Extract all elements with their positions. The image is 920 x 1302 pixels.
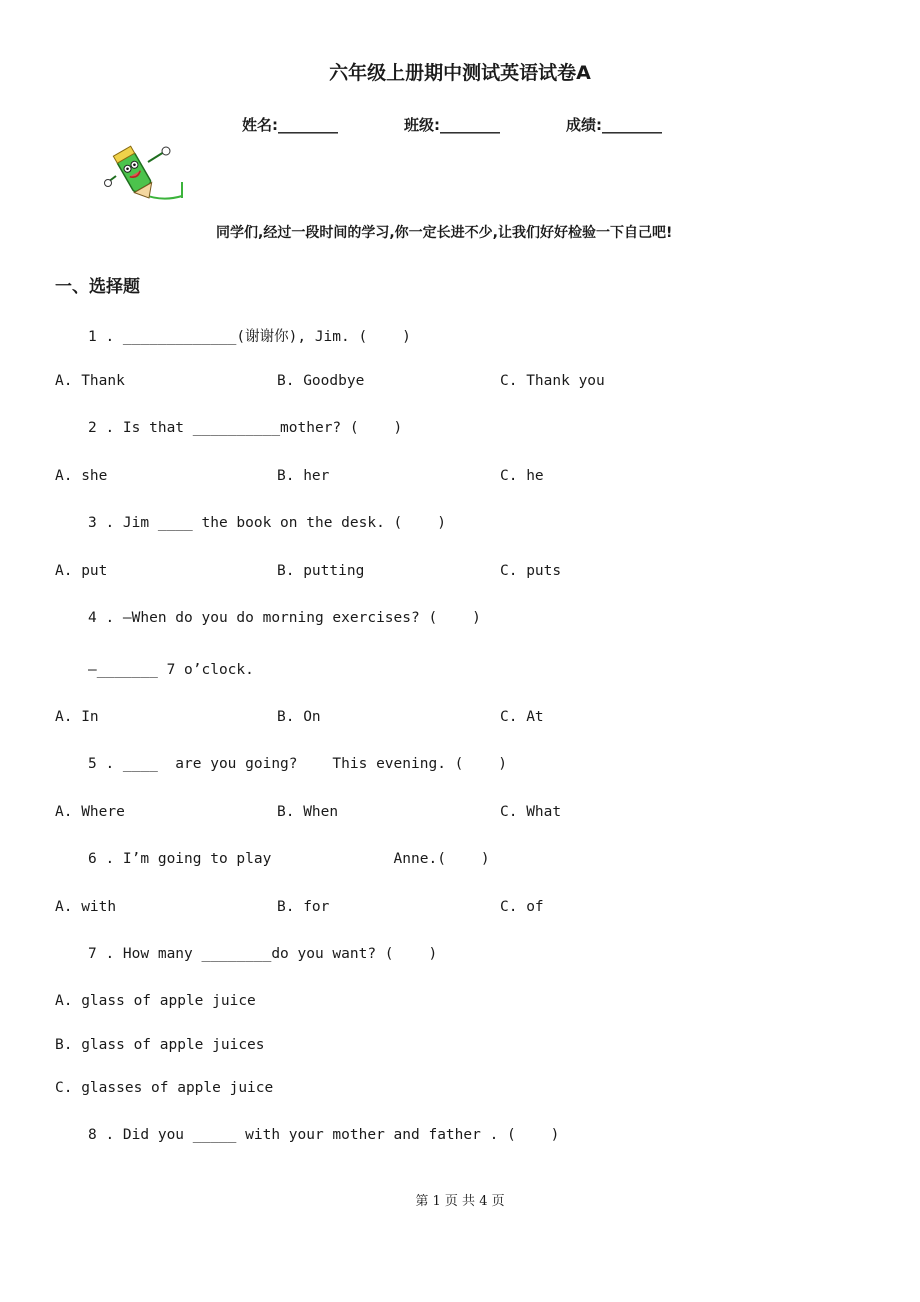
score-field: 成绩:________ (566, 116, 662, 134)
question-4: 4 . —When do you do morning exercises? ( ) (88, 610, 481, 626)
q3-option-c[interactable]: C. puts (500, 563, 562, 579)
q4-option-b[interactable]: B. On (277, 709, 321, 725)
q2-option-c[interactable]: C. he (500, 468, 544, 484)
question-8: 8 . Did you _____ with your mother and father . ( ) (88, 1127, 560, 1143)
q5-option-a[interactable]: A. Where (55, 804, 125, 820)
question-2: 2 . Is that __________mother? ( ) (88, 420, 403, 436)
q6-option-b[interactable]: B. for (277, 899, 330, 915)
q6-option-a[interactable]: A. with (55, 899, 117, 915)
page-title: 六年级上册期中测试英语试卷A (329, 62, 591, 84)
q1-option-a[interactable]: A. Thank (55, 373, 125, 389)
q3-option-a[interactable]: A. put (55, 563, 108, 579)
q3-option-b[interactable]: B. putting (277, 563, 365, 579)
q1-option-c[interactable]: C. Thank you (500, 373, 605, 389)
page-footer: 第 1 页 共 4 页 (415, 1194, 505, 1209)
greeting-text: 同学们,经过一段时间的学习,你一定长进不少,让我们好好检验一下自己吧! (216, 225, 673, 241)
name-field: 姓名:________ (242, 116, 338, 134)
section-title: 一、选择题 (55, 277, 140, 297)
q2-option-b[interactable]: B. her (277, 468, 330, 484)
q7-option-a[interactable]: A. glass of apple juice (55, 993, 256, 1009)
q4-option-c[interactable]: C. At (500, 709, 544, 725)
class-field: 班级:________ (404, 116, 500, 134)
q5-option-b[interactable]: B. When (277, 804, 339, 820)
question-1: 1 . _____________(谢谢你), Jim. ( ) (88, 329, 411, 345)
q7-option-b[interactable]: B. glass of apple juices (55, 1037, 265, 1053)
q2-option-a[interactable]: A. she (55, 468, 108, 484)
q1-option-b[interactable]: B. Goodbye (277, 373, 365, 389)
q5-option-c[interactable]: C. What (500, 804, 562, 820)
pencil-mascot-icon (104, 142, 186, 204)
question-3: 3 . Jim ____ the book on the desk. ( ) (88, 515, 446, 531)
q7-option-c[interactable]: C. glasses of apple juice (55, 1080, 274, 1096)
question-7: 7 . How many ________do you want? ( ) (88, 946, 438, 962)
question-6: 6 . I’m going to play Anne.( ) (88, 851, 490, 867)
q4-option-a[interactable]: A. In (55, 709, 99, 725)
question-5: 5 . ____ are you going? This evening. ( ) (88, 756, 508, 772)
question-4-answer-line: —_______ 7 o’clock. (88, 662, 254, 678)
q6-option-c[interactable]: C. of (500, 899, 544, 915)
